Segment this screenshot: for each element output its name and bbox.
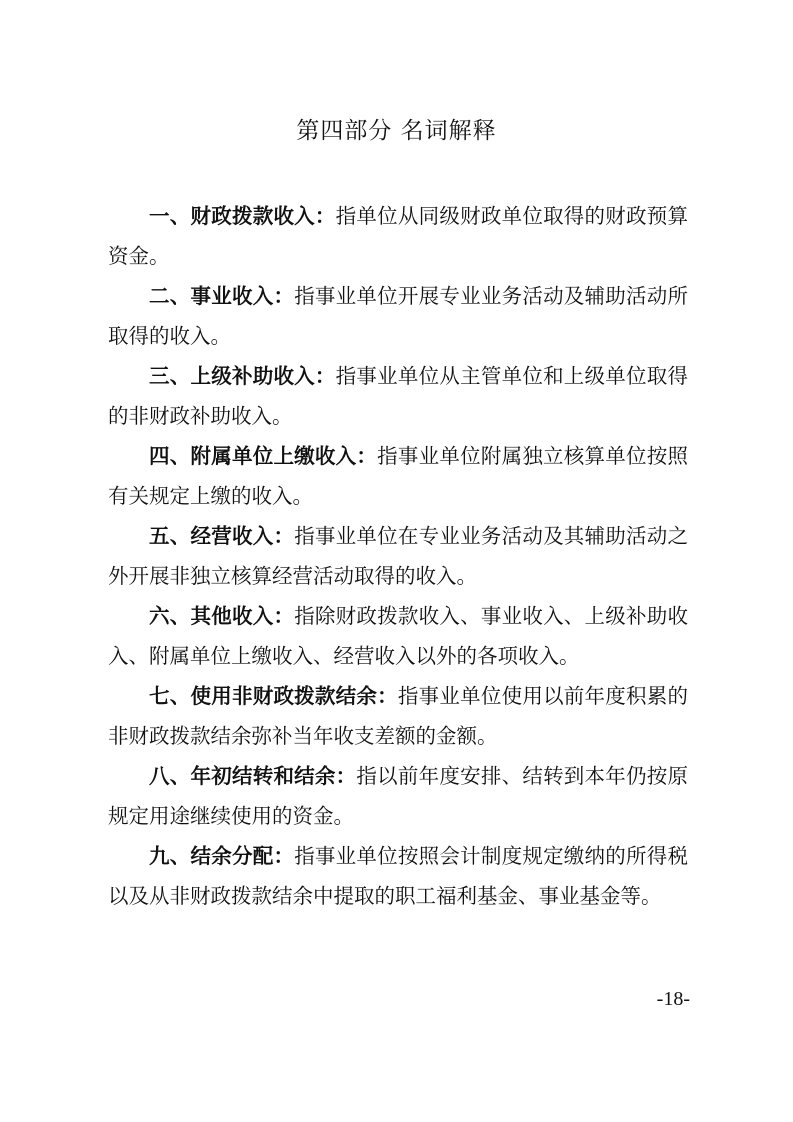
term-definition: 指以前年度安排、结转到本年仍按原规定用途继续使用的资金。 [108,764,689,828]
term-definition: 指事业单位按照会计制度规定缴纳的所得税以及从非财政拨款结余中提取的职工福利基金、事业基金等。 [108,844,689,908]
term-label: 六、其他收入： [149,604,295,628]
page-title: 第四部分 名词解释 [296,118,497,144]
definition-paragraph [108,756,688,836]
term-label: 二、事业收入： [149,284,295,308]
page-number: -18- [656,988,690,1010]
term-label: 七、使用非财政拨款结余： [149,684,398,708]
term-definition: 指除财政拨款收入、事业收入、上级补助收入、附属单位上缴收入、经营收入以外的各项收入。 [108,604,689,668]
term-definition: 指单位从同级财政单位取得的财政预算资金。 [108,204,689,268]
definition-paragraph [108,436,688,516]
term-definition: 指事业单位使用以前年度积累的非财政拨款结余弥补当年收支差额的金额。 [108,684,689,748]
definition-paragraph [108,356,688,436]
term-definition: 指事业单位附属独立核算单位按照有关规定上缴的收入。 [108,444,688,508]
definition-paragraph [108,596,688,676]
term-label: 五、经营收入： [149,524,295,548]
definitions-list [108,196,688,916]
definition-paragraph [108,836,688,916]
term-definition: 指事业单位开展专业业务活动及辅助活动所取得的收入。 [108,284,689,348]
definition-paragraph [108,516,688,596]
term-definition: 指事业单位在专业业务活动及其辅助活动之外开展非独立核算经营活动取得的收入。 [108,524,689,588]
term-label: 四、附属单位上缴收入： [149,444,378,468]
definition-paragraph [108,676,688,756]
definition-paragraph [108,196,688,276]
term-label: 八、年初结转和结余： [149,764,357,788]
term-label: 三、上级补助收入： [149,364,336,388]
definition-paragraph [108,276,688,356]
term-label: 九、结余分配： [149,844,295,868]
term-definition: 指事业单位从主管单位和上级单位取得的非财政补助收入。 [108,364,689,428]
term-label: 一、财政拨款收入： [149,204,336,228]
